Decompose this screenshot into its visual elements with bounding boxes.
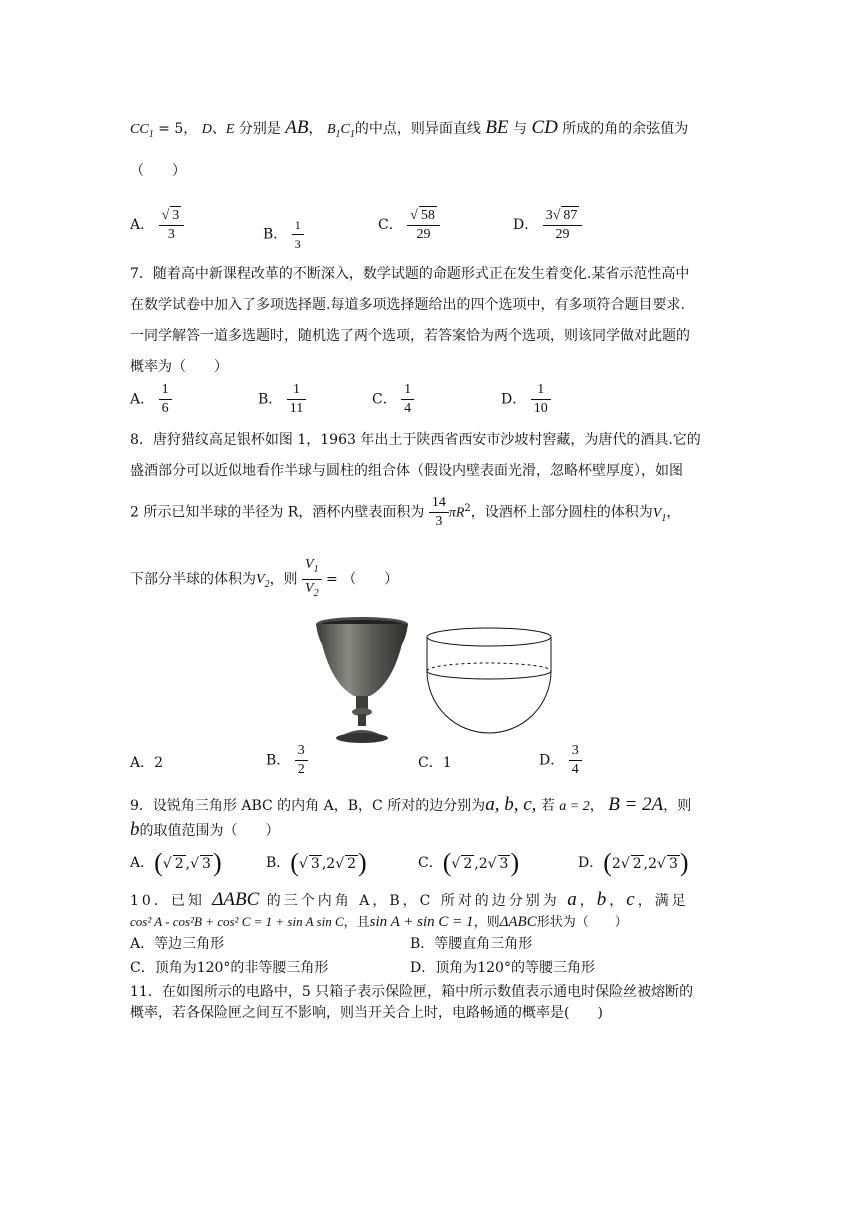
q6-option-c[interactable]: C． $\frac{√ 58}{29}$: [378, 206, 440, 244]
q7-option-a[interactable]: A． $\frac{1}{6}$: [130, 381, 172, 418]
q8-option-c[interactable]: C．1: [418, 755, 452, 771]
q6-point-e: E: [225, 122, 235, 137]
q9-condition-a: a = 2: [559, 799, 590, 814]
q9-option-c[interactable]: C．(√ 2 ,2√ 3): [418, 848, 520, 877]
q8-stem-line3: 2 所示已知半球的半径为 R，酒杯内壁表面积为 $\frac{14}{3}$ $\pi R^2$，设酒杯上部分圆柱的体积为$V_1$，: [130, 495, 681, 529]
q10-triangle: ΔABC: [212, 889, 260, 910]
q6-option-a-fraction: $\frac{√ 3}{3}$: [159, 206, 185, 244]
q6-option-a[interactable]: A． $\frac{√ 3}{3}$: [130, 206, 184, 244]
q10-option-d[interactable]: D．顶角为120°的等腰三角形: [410, 960, 595, 976]
q8-option-d-fraction: $\frac{3}{4}$: [569, 742, 582, 779]
q6-line-be: BE: [485, 117, 509, 138]
q6-option-d-fraction: $\frac{3√ 87}{29}$: [543, 206, 583, 244]
q6-stem-line1: $CC_1 = 5$， D、E 分别是 AB， $B_1C_1$的中点，则异面直线 BE 与 CD 所成的角的余弦值为: [130, 117, 689, 140]
q7-option-b[interactable]: B． $\frac{1}{11}$: [258, 381, 306, 418]
q6-segment-ab: AB: [285, 117, 309, 138]
q9-stem-line1: 9．设锐角三角形 ABC 的内角 A，B，C 所对的边分别为a, b, c, 若 a = 2， B = 2A，则: [130, 794, 692, 815]
q6-option-c-fraction: $\frac{√ 58}{29}$: [407, 206, 440, 244]
q11-stem-line1: 11．在如图所示的电路中，5 只箱子表示保险匣，箱中所示数值表示通电时保险丝被熔断的: [130, 984, 694, 1000]
q10-option-c[interactable]: C．顶角为120°的非等腰三角形: [130, 960, 329, 976]
q8-surface-area-fraction: $\frac{14}{3}$: [429, 494, 449, 531]
q8-stem-line1: 8．唐狩猎纹高足银杯如图 1，1963 年出土于陕西省西安市沙坡村窖藏，为唐代的酒具.它的: [130, 432, 701, 448]
q6-cc1: $CC_1$: [130, 122, 154, 140]
q7-option-c-fraction: $\frac{1}{4}$: [401, 381, 414, 418]
q6-line-cd: CD: [531, 117, 558, 138]
q6-option-d[interactable]: D． $\frac{3√ 87}{29}$: [513, 206, 582, 244]
q9-option-d[interactable]: D．(2√ 2 ,2√ 3): [578, 848, 689, 877]
q8-hemisphere-cylinder-diagram: [425, 625, 553, 739]
q9-condition-b: B = 2A: [608, 794, 664, 815]
q8-option-b-fraction: $\frac{3}{2}$: [295, 742, 308, 779]
q7-stem-line1: 7．随着高中新课程改革的不断深入，数学试题的命题形式正在发生着变化.某省示范性高中: [130, 266, 690, 282]
q8-option-d[interactable]: D． $\frac{3}{4}$: [539, 742, 582, 779]
q6-option-b-fraction: $\frac{1}{3}$: [292, 216, 304, 253]
q7-option-b-fraction: $\frac{1}{11}$: [287, 381, 306, 418]
q7-stem-line4: 概率为（ ）: [130, 359, 228, 375]
q9-sides: a, b, c,: [485, 794, 537, 815]
q8-option-a[interactable]: A．2: [130, 755, 164, 771]
q7-option-c[interactable]: C． $\frac{1}{4}$: [372, 381, 414, 418]
q7-option-d-fraction: $\frac{1}{10}$: [531, 381, 551, 418]
q8-v1: $V_1$: [652, 505, 667, 524]
q10-stem-line2: cos² A - cos²B + cos² C = 1 + sin A sin C，且sin A + sin C = 1，则ΔABC形状为（ ）: [130, 914, 628, 930]
q10-option-a[interactable]: A．等边三角形: [130, 936, 225, 952]
q8-v2: $V_2$: [256, 572, 270, 591]
q10-stem-line1: 10．已知 ΔABC 的三个内角 A，B，C 所对的边分别为 a，b，c，满足: [130, 889, 689, 910]
q7-stem-line2: 在数学试卷中加入了多项选择题.每道多项选择题给出的四个选项中，有多项符合题目要求.: [130, 297, 685, 313]
q6-segment-b1c1: $B_1C_1$: [326, 122, 355, 140]
q6-option-b[interactable]: B． $\frac{1}{3}$: [263, 216, 304, 253]
q8-stem-line4: 下部分半球的体积为$V_2$，则 $\frac{V_1}{V_2}$ = （ ）: [130, 556, 398, 603]
q10-option-b[interactable]: B．等腰直角三角形: [410, 936, 533, 952]
q9-option-a[interactable]: A．(√ 2 ,√ 3): [130, 848, 222, 877]
q10-equation: cos² A - cos²B + cos² C = 1 + sin A sin C: [130, 914, 344, 929]
q11-stem-line2: 概率，若各保险匣之间互不影响，则当开关合上时，电路畅通的概率是( ): [130, 1005, 603, 1021]
q6-answer-paren: （ ）: [130, 163, 186, 179]
q6-point-d: D: [201, 122, 212, 137]
q9-stem-line2: b的取值范围为（ ）: [130, 819, 280, 840]
q8-option-b[interactable]: B． $\frac{3}{2}$: [266, 742, 308, 779]
q8-cup-photo: [312, 614, 412, 748]
q7-stem-line3: 一同学解答一道多选题时，随机选了两个选项，若答案恰为两个选项，则该同学做对此题的: [130, 328, 690, 344]
q9-side-b: b: [130, 819, 140, 840]
q8-stem-line2: 盛酒部分可以近似地看作半球与圆柱的组合体（假设内壁表面光滑，忽略杯壁厚度），如图: [130, 463, 683, 479]
q7-option-a-fraction: $\frac{1}{6}$: [159, 381, 172, 418]
q10-equation-2: sin A + sin C = 1: [369, 914, 474, 930]
q9-option-b[interactable]: B．(√ 3 ,2√ 2): [266, 848, 367, 877]
q8-ratio-fraction: $\frac{V_1}{V_2}$: [302, 556, 322, 603]
q7-option-d[interactable]: D． $\frac{1}{10}$: [501, 381, 551, 418]
